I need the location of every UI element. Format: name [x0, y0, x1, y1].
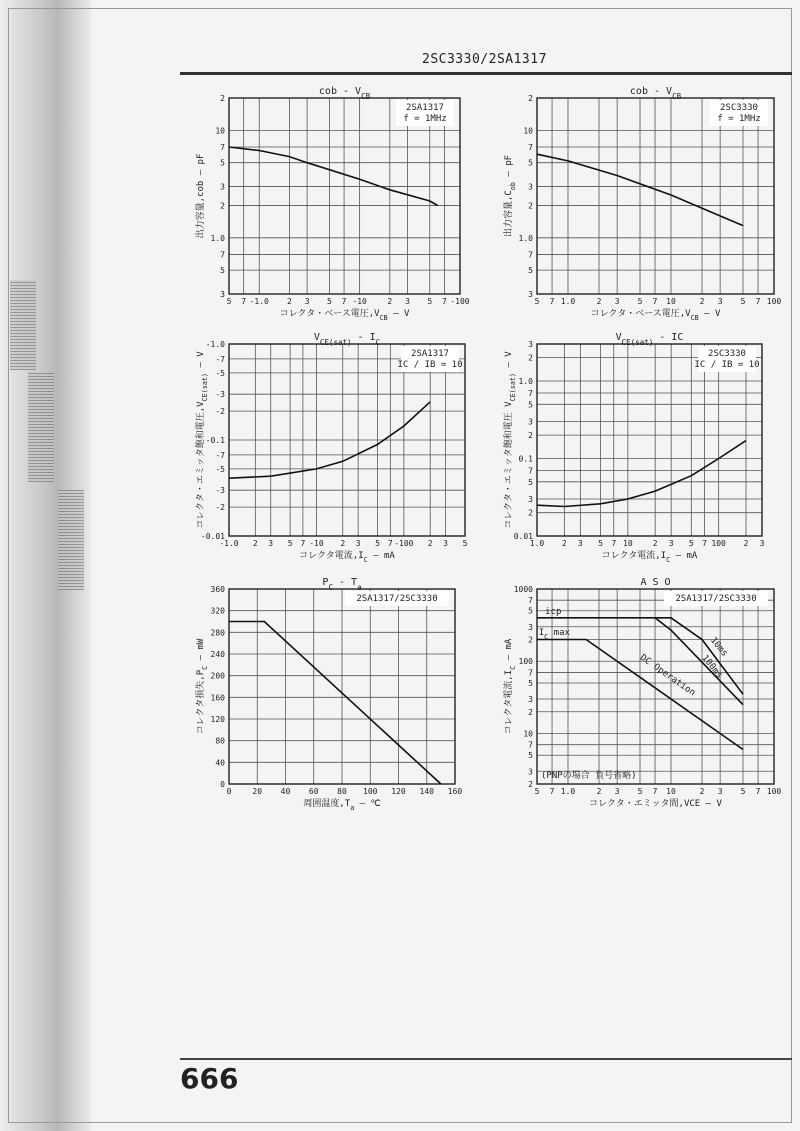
x-tick-label: 2 — [699, 297, 705, 306]
y-axis-label-part: 出力容量,cob — pF — [196, 153, 206, 239]
y-tick-label: 1000 — [513, 585, 533, 594]
page-number: 666 — [180, 1062, 239, 1095]
x-axis-label — [280, 308, 410, 322]
x-tick-label: 5 — [534, 787, 540, 796]
chart-c3 — [195, 332, 468, 564]
y-tick-label: 0 — [220, 780, 225, 789]
y-tick-label: 160 — [210, 693, 225, 703]
x-tick-label: 2 — [699, 787, 705, 796]
y-axis-label-part: CE(sat) — [201, 372, 209, 402]
y-axis-label-part: C — [509, 665, 517, 670]
chart-c5 — [194, 577, 462, 812]
x-tick-label: 7 — [611, 539, 617, 548]
series-line — [229, 622, 441, 785]
x-axis-label — [591, 308, 721, 322]
page-header-title: 2SC3330/2SA1317 — [422, 52, 547, 67]
x-axis-label-part: — V — [698, 309, 721, 319]
y-tick-label: 7 — [220, 250, 225, 260]
x-tick-label: 2 — [743, 539, 749, 548]
x-tick-label: 40 — [280, 787, 291, 796]
x-tick-label: 7 — [549, 787, 555, 796]
x-tick-label: 3 — [614, 787, 620, 796]
y-tick-label: -1.0 — [205, 340, 225, 349]
chart-title-part: C — [375, 337, 381, 347]
y-axis-label — [194, 154, 206, 239]
x-tick-label: 80 — [337, 787, 347, 796]
y-axis-label-part: 出力容量,C — [504, 190, 514, 238]
note-line: f = 1MHz — [717, 114, 761, 124]
x-axis-label-part: コレクタ電流,I — [299, 551, 364, 561]
y-tick-label: 3 — [220, 182, 225, 192]
chart-title-part: P — [322, 577, 329, 588]
y-tick-label: 5 — [528, 678, 533, 688]
x-tick-label: -100 — [450, 297, 470, 306]
x-tick-label: 0 — [226, 787, 232, 796]
x-tick-label: 1.0 — [529, 539, 545, 548]
y-axis-label-part: — pF — [504, 154, 514, 183]
y-tick-label: -7 — [215, 450, 225, 460]
x-axis-label-part: — mA — [367, 551, 395, 561]
x-tick-label: 120 — [391, 787, 406, 796]
y-axis-label-part: — mA — [504, 638, 514, 666]
x-tick-label: 10 — [666, 297, 676, 306]
note-line: 2SA1317 — [411, 349, 449, 359]
y-tick-label: 280 — [210, 628, 225, 638]
note-line: IC / IB = 10 — [397, 360, 463, 370]
x-tick-label: 3 — [405, 297, 410, 306]
chart-c2 — [502, 86, 781, 322]
y-tick-label: -5 — [215, 464, 225, 474]
y-tick-label: 0.1 — [518, 454, 533, 464]
y-tick-label: 2 — [528, 508, 533, 518]
x-tick-label: 2 — [596, 787, 602, 796]
x-tick-label: 5 — [462, 539, 468, 548]
y-tick-label: 7 — [528, 596, 533, 606]
y-tick-label: 100 — [518, 657, 533, 667]
y-axis-label-part: — mW — [196, 638, 206, 666]
x-tick-label: 2 — [561, 539, 567, 548]
y-tick-label: 5 — [528, 266, 533, 276]
x-tick-label: 3 — [577, 539, 583, 548]
note-line: 2SC3330 — [708, 349, 746, 359]
y-tick-label: 1.0 — [210, 233, 225, 243]
chart-c1 — [194, 86, 470, 322]
x-tick-label: -100 — [394, 539, 414, 548]
y-axis-label — [502, 638, 517, 734]
x-tick-label: 10 — [623, 539, 633, 548]
y-tick-label: 3 — [528, 695, 533, 705]
x-tick-label: 7 — [387, 539, 393, 548]
x-tick-label: 3 — [355, 539, 361, 548]
y-tick-label: 240 — [210, 650, 225, 659]
y-tick-label: 3 — [528, 622, 533, 632]
icmax-label-part: I — [538, 627, 545, 638]
x-tick-label: 3 — [443, 539, 449, 548]
y-axis-label-part: コレクタ・エミッタ飽和電圧,V — [196, 401, 206, 529]
y-tick-label: 2 — [528, 353, 533, 363]
y-tick-label: 200 — [210, 671, 225, 681]
y-tick-label: 5 — [528, 477, 533, 487]
x-axis-label-part: C — [666, 556, 671, 564]
x-tick-label: 5 — [637, 297, 643, 306]
footnote: (PNPの場合 負号省略) — [541, 771, 637, 781]
footer-rule — [180, 1058, 792, 1060]
y-tick-label: -3 — [215, 486, 225, 496]
y-tick-label: 3 — [528, 290, 533, 299]
x-tick-label: 1.0 — [560, 787, 576, 796]
x-tick-label: 7 — [442, 297, 447, 306]
chart-c6 — [502, 577, 781, 809]
x-tick-label: 5 — [598, 539, 603, 548]
y-tick-label: 120 — [210, 715, 225, 724]
chart-title-part: CB — [672, 91, 682, 101]
x-tick-label: 7 — [652, 787, 658, 796]
y-tick-label: 7 — [528, 250, 533, 260]
y-tick-label: 3 — [528, 417, 533, 427]
y-tick-label: -2 — [215, 503, 225, 513]
x-axis-label-part: CB — [690, 314, 699, 322]
x-tick-label: 7 — [755, 787, 761, 796]
x-tick-label: -1.0 — [219, 539, 239, 548]
y-tick-label: 7 — [220, 142, 225, 152]
x-tick-label: 2 — [287, 297, 292, 306]
x-tick-label: -1.0 — [249, 297, 269, 306]
y-axis-label-part: — V — [196, 351, 206, 373]
y-tick-label: 40 — [215, 758, 225, 768]
y-tick-label: 5 — [528, 400, 533, 410]
chart-title — [640, 577, 670, 588]
y-tick-label: 7 — [528, 740, 533, 750]
x-axis-label-part: コレクタ・ベース電圧,V — [590, 309, 691, 319]
x-tick-label: 5 — [637, 787, 643, 796]
chart-title-part: V — [313, 332, 320, 343]
y-tick-label: 5 — [220, 266, 225, 276]
note-line: 2SA1317/2SC3330 — [675, 594, 757, 604]
chart-c4 — [503, 332, 765, 564]
x-tick-label: 3 — [668, 539, 674, 548]
y-tick-label: 2 — [528, 635, 533, 645]
x-tick-label: 2 — [427, 539, 433, 548]
x-tick-label: 3 — [759, 539, 765, 548]
chart-title-part: V — [615, 332, 622, 343]
ms100-label: 100ms — [699, 653, 725, 681]
note-line: 2SA1317 — [406, 103, 444, 113]
x-tick-label: 5 — [375, 539, 380, 548]
x-tick-label: 7 — [300, 539, 306, 548]
x-tick-label: 2 — [340, 539, 346, 548]
x-tick-label: 140 — [419, 787, 434, 796]
y-tick-label: 5 — [528, 606, 533, 616]
y-tick-label: 1.0 — [518, 233, 533, 243]
x-tick-label: 20 — [252, 787, 263, 796]
x-tick-label: 5 — [740, 297, 746, 306]
series-line — [537, 441, 746, 507]
x-axis-label — [589, 798, 722, 809]
x-tick-label: 100 — [766, 297, 782, 306]
y-tick-label: 320 — [210, 606, 225, 616]
x-tick-label: 100 — [711, 539, 726, 548]
y-tick-label: 10 — [523, 126, 533, 136]
y-tick-label: 2 — [528, 431, 533, 441]
x-axis-label-part: コレクタ電流,I — [601, 551, 667, 561]
y-tick-label: 10 — [523, 729, 533, 739]
y-tick-label: -5 — [215, 368, 225, 378]
x-axis-label-part: — V — [387, 309, 410, 319]
x-axis-label-part: C — [363, 556, 368, 564]
x-tick-label: -10 — [352, 297, 367, 306]
y-tick-label: 2 — [528, 94, 533, 103]
y-axis-label-part: CE(sat) — [509, 372, 517, 402]
y-tick-label: -2 — [215, 407, 225, 417]
x-tick-label: 3 — [717, 787, 723, 796]
x-tick-label: 5 — [427, 297, 433, 306]
x-axis-label-part: CB — [379, 314, 388, 322]
chart-title-part: CE(sat) — [319, 337, 352, 347]
y-tick-label: 3 — [528, 495, 533, 505]
chart-title-part: cob - V — [318, 86, 362, 97]
x-tick-label: 7 — [341, 297, 347, 306]
note-line: 2SA1317/2SC3330 — [356, 594, 438, 604]
y-axis-label-part: コレクタ・エミッタ飽和電圧 V — [504, 401, 514, 529]
plot-frame — [537, 344, 762, 536]
x-axis-label-part: コレクタ・エミッタ間,VCE — [589, 799, 701, 809]
y-tick-label: 360 — [210, 585, 225, 594]
x-tick-label: 2 — [387, 297, 393, 306]
y-tick-label: 0.01 — [513, 532, 533, 541]
chart-title-part: CB — [361, 91, 371, 101]
x-tick-label: 2 — [596, 297, 602, 306]
chart-title-part: A S O — [640, 577, 671, 588]
x-tick-label: 7 — [702, 539, 708, 548]
x-tick-label: 2 — [652, 539, 658, 548]
x-axis-label-part: — ℃ — [354, 799, 381, 809]
y-tick-label: 3 — [528, 182, 533, 192]
chart-title-part: - I — [351, 332, 376, 343]
y-tick-label: 5 — [528, 158, 533, 168]
y-tick-label: -0.1 — [205, 436, 225, 445]
chart-title-part: CE(sat) — [621, 337, 654, 347]
x-tick-label: 5 — [287, 539, 293, 548]
chart-title-part: a — [357, 582, 362, 592]
y-tick-label: -0.01 — [200, 532, 225, 541]
x-tick-label: 5 — [326, 297, 332, 306]
y-axis-label — [503, 351, 517, 529]
x-tick-label: 7 — [652, 297, 658, 306]
x-axis-label-part: — V — [700, 799, 722, 809]
y-tick-label: 80 — [215, 736, 225, 746]
x-tick-label: 3 — [304, 297, 310, 306]
chart-title-part: cob - V — [629, 86, 673, 97]
y-tick-label: 2 — [528, 707, 533, 717]
note-line: 2SC3330 — [720, 103, 758, 113]
y-axis-label-part: ob — [509, 182, 517, 191]
y-tick-label: 7 — [528, 388, 533, 398]
x-tick-label: 100 — [766, 787, 782, 796]
x-tick-label: 3 — [614, 297, 620, 306]
x-axis-label — [602, 549, 698, 564]
y-tick-label: 2 — [528, 780, 533, 789]
icmax-label-part: C — [544, 632, 549, 641]
x-axis-label-part: 周囲温度,T — [303, 799, 351, 809]
x-axis-label-part: a — [350, 804, 355, 812]
chart-title-part: C — [328, 582, 333, 592]
x-tick-label: 1.0 — [560, 297, 576, 306]
y-axis-label-part: コレクタ損失,P — [196, 669, 206, 735]
x-tick-label: 5 — [740, 787, 746, 796]
x-tick-label: -10 — [309, 539, 324, 548]
x-axis-label-part: コレクタ・ベース電圧,V — [279, 309, 380, 319]
chart-title-part: - IC — [653, 332, 684, 343]
y-tick-label: 3 — [528, 340, 533, 349]
icp-label: icp — [545, 607, 562, 618]
x-tick-label: 7 — [549, 297, 555, 306]
x-tick-label: 5 — [688, 539, 694, 548]
y-tick-label: 7 — [528, 466, 533, 476]
x-tick-label: 5 — [226, 297, 232, 306]
y-tick-label: 7 — [528, 142, 533, 152]
y-axis-label-part: — V — [504, 351, 514, 373]
y-tick-label: -3 — [215, 390, 225, 400]
x-axis-label-part: — mA — [670, 551, 698, 561]
ms10-label: 10ms — [707, 635, 730, 659]
x-tick-label: 5 — [534, 297, 540, 306]
plot-frame — [537, 98, 774, 294]
y-tick-label: 5 — [528, 751, 533, 761]
x-tick-label: 3 — [268, 539, 274, 548]
y-tick-label: 7 — [528, 668, 533, 678]
x-tick-label: 7 — [755, 297, 761, 306]
y-tick-label: 3 — [220, 290, 225, 299]
series-line — [229, 147, 438, 206]
y-tick-label: 2 — [220, 94, 225, 103]
x-tick-label: 100 — [363, 787, 378, 796]
icmax-label-part: max — [548, 627, 570, 638]
x-tick-label: 160 — [447, 787, 463, 796]
x-tick-label: 3 — [717, 297, 723, 306]
x-axis-label — [299, 549, 395, 564]
y-tick-label: 2 — [528, 201, 533, 211]
note-line: f = 1MHz — [403, 114, 447, 124]
y-axis-label — [502, 155, 517, 237]
chart-title-part: - T — [332, 577, 358, 588]
x-tick-label: 10 — [666, 787, 676, 796]
x-tick-label: 2 — [252, 539, 258, 548]
y-tick-label: 2 — [220, 201, 225, 211]
y-tick-label: 1.0 — [518, 376, 533, 386]
x-tick-label: 7 — [241, 297, 247, 306]
y-tick-label: -7 — [215, 354, 225, 364]
note-line: IC / IB = 10 — [694, 360, 760, 370]
x-tick-label: 60 — [308, 787, 319, 796]
y-axis-label-part: コレクタ電流,I — [504, 669, 514, 735]
plot-frame — [229, 98, 460, 294]
x-axis-label — [303, 797, 380, 812]
dc-label: DC Operation — [637, 652, 697, 699]
y-axis-label — [194, 638, 209, 734]
y-tick-label: 5 — [220, 158, 225, 168]
y-tick-label: 3 — [528, 767, 533, 777]
y-axis-label-part: C — [201, 665, 209, 670]
y-tick-label: 10 — [215, 126, 225, 136]
